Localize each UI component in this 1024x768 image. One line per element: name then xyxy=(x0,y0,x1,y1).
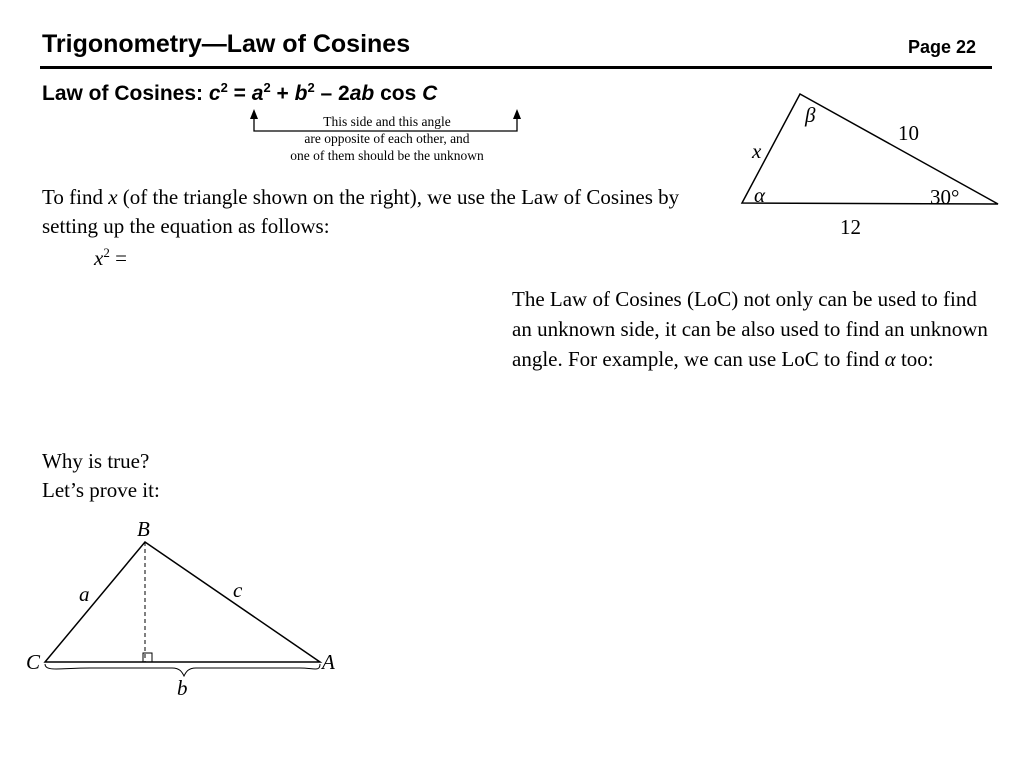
proof-line-2: Let’s prove it: xyxy=(42,478,160,502)
formula-exp-b: 2 xyxy=(307,80,315,95)
note-line-3: one of them should be the unknown xyxy=(290,148,484,163)
formula-c: c xyxy=(208,82,221,105)
label-x: x xyxy=(752,139,762,163)
label-A: A xyxy=(322,650,335,674)
formula-prefix: Law of Cosines: xyxy=(42,82,204,105)
equation-equals: = xyxy=(115,246,127,270)
right-angle-mark xyxy=(143,653,152,662)
formula-equals: = xyxy=(233,82,246,105)
note-line-2: are opposite of each other, and xyxy=(304,131,470,146)
label-ten: 10 xyxy=(898,121,919,145)
formula-b: b xyxy=(294,82,308,105)
note-line-1: This side and this angle xyxy=(323,114,451,129)
formula-minus-two: – 2 xyxy=(320,82,350,105)
intro-text-1: To find xyxy=(42,185,103,209)
formula-plus: + xyxy=(276,82,289,105)
formula-exp-c: 2 xyxy=(220,80,228,95)
label-C: C xyxy=(26,650,41,674)
label-c: c xyxy=(233,578,243,602)
page-number: Page 22 xyxy=(908,37,977,57)
equation-var-x: x xyxy=(94,246,104,270)
proof-line-1: Why is true? xyxy=(42,449,150,473)
formula-cos: cos xyxy=(380,82,417,105)
loc-text: The Law of Cosines (LoC) not only can be used to find an unknown side, it can be also used to find an unknown angle. For example, we can use LoC to find xyxy=(512,287,988,371)
formula-C: C xyxy=(422,82,438,105)
formula-a: a xyxy=(251,82,264,105)
intro-var-x: x xyxy=(108,185,118,209)
loc-tail: too: xyxy=(900,347,934,371)
label-a: a xyxy=(79,582,90,606)
equation-exponent: 2 xyxy=(103,245,110,260)
page-title: Trigonometry—Law of Cosines xyxy=(42,30,411,58)
label-beta: β xyxy=(805,103,816,127)
loc-alpha: α xyxy=(884,347,896,371)
label-B: B xyxy=(137,517,150,541)
formula-exp-a: 2 xyxy=(263,80,271,95)
intro-text-2: (of the triangle shown on the right), we use the Law of Cosines by setting up the equation as follows: xyxy=(42,185,680,238)
label-twelve: 12 xyxy=(840,215,861,239)
label-thirty-deg: 30° xyxy=(930,185,960,209)
formula-ab: ab xyxy=(349,82,375,105)
label-alpha: α xyxy=(754,183,766,207)
base-brace xyxy=(45,664,320,676)
label-b: b xyxy=(177,676,188,700)
